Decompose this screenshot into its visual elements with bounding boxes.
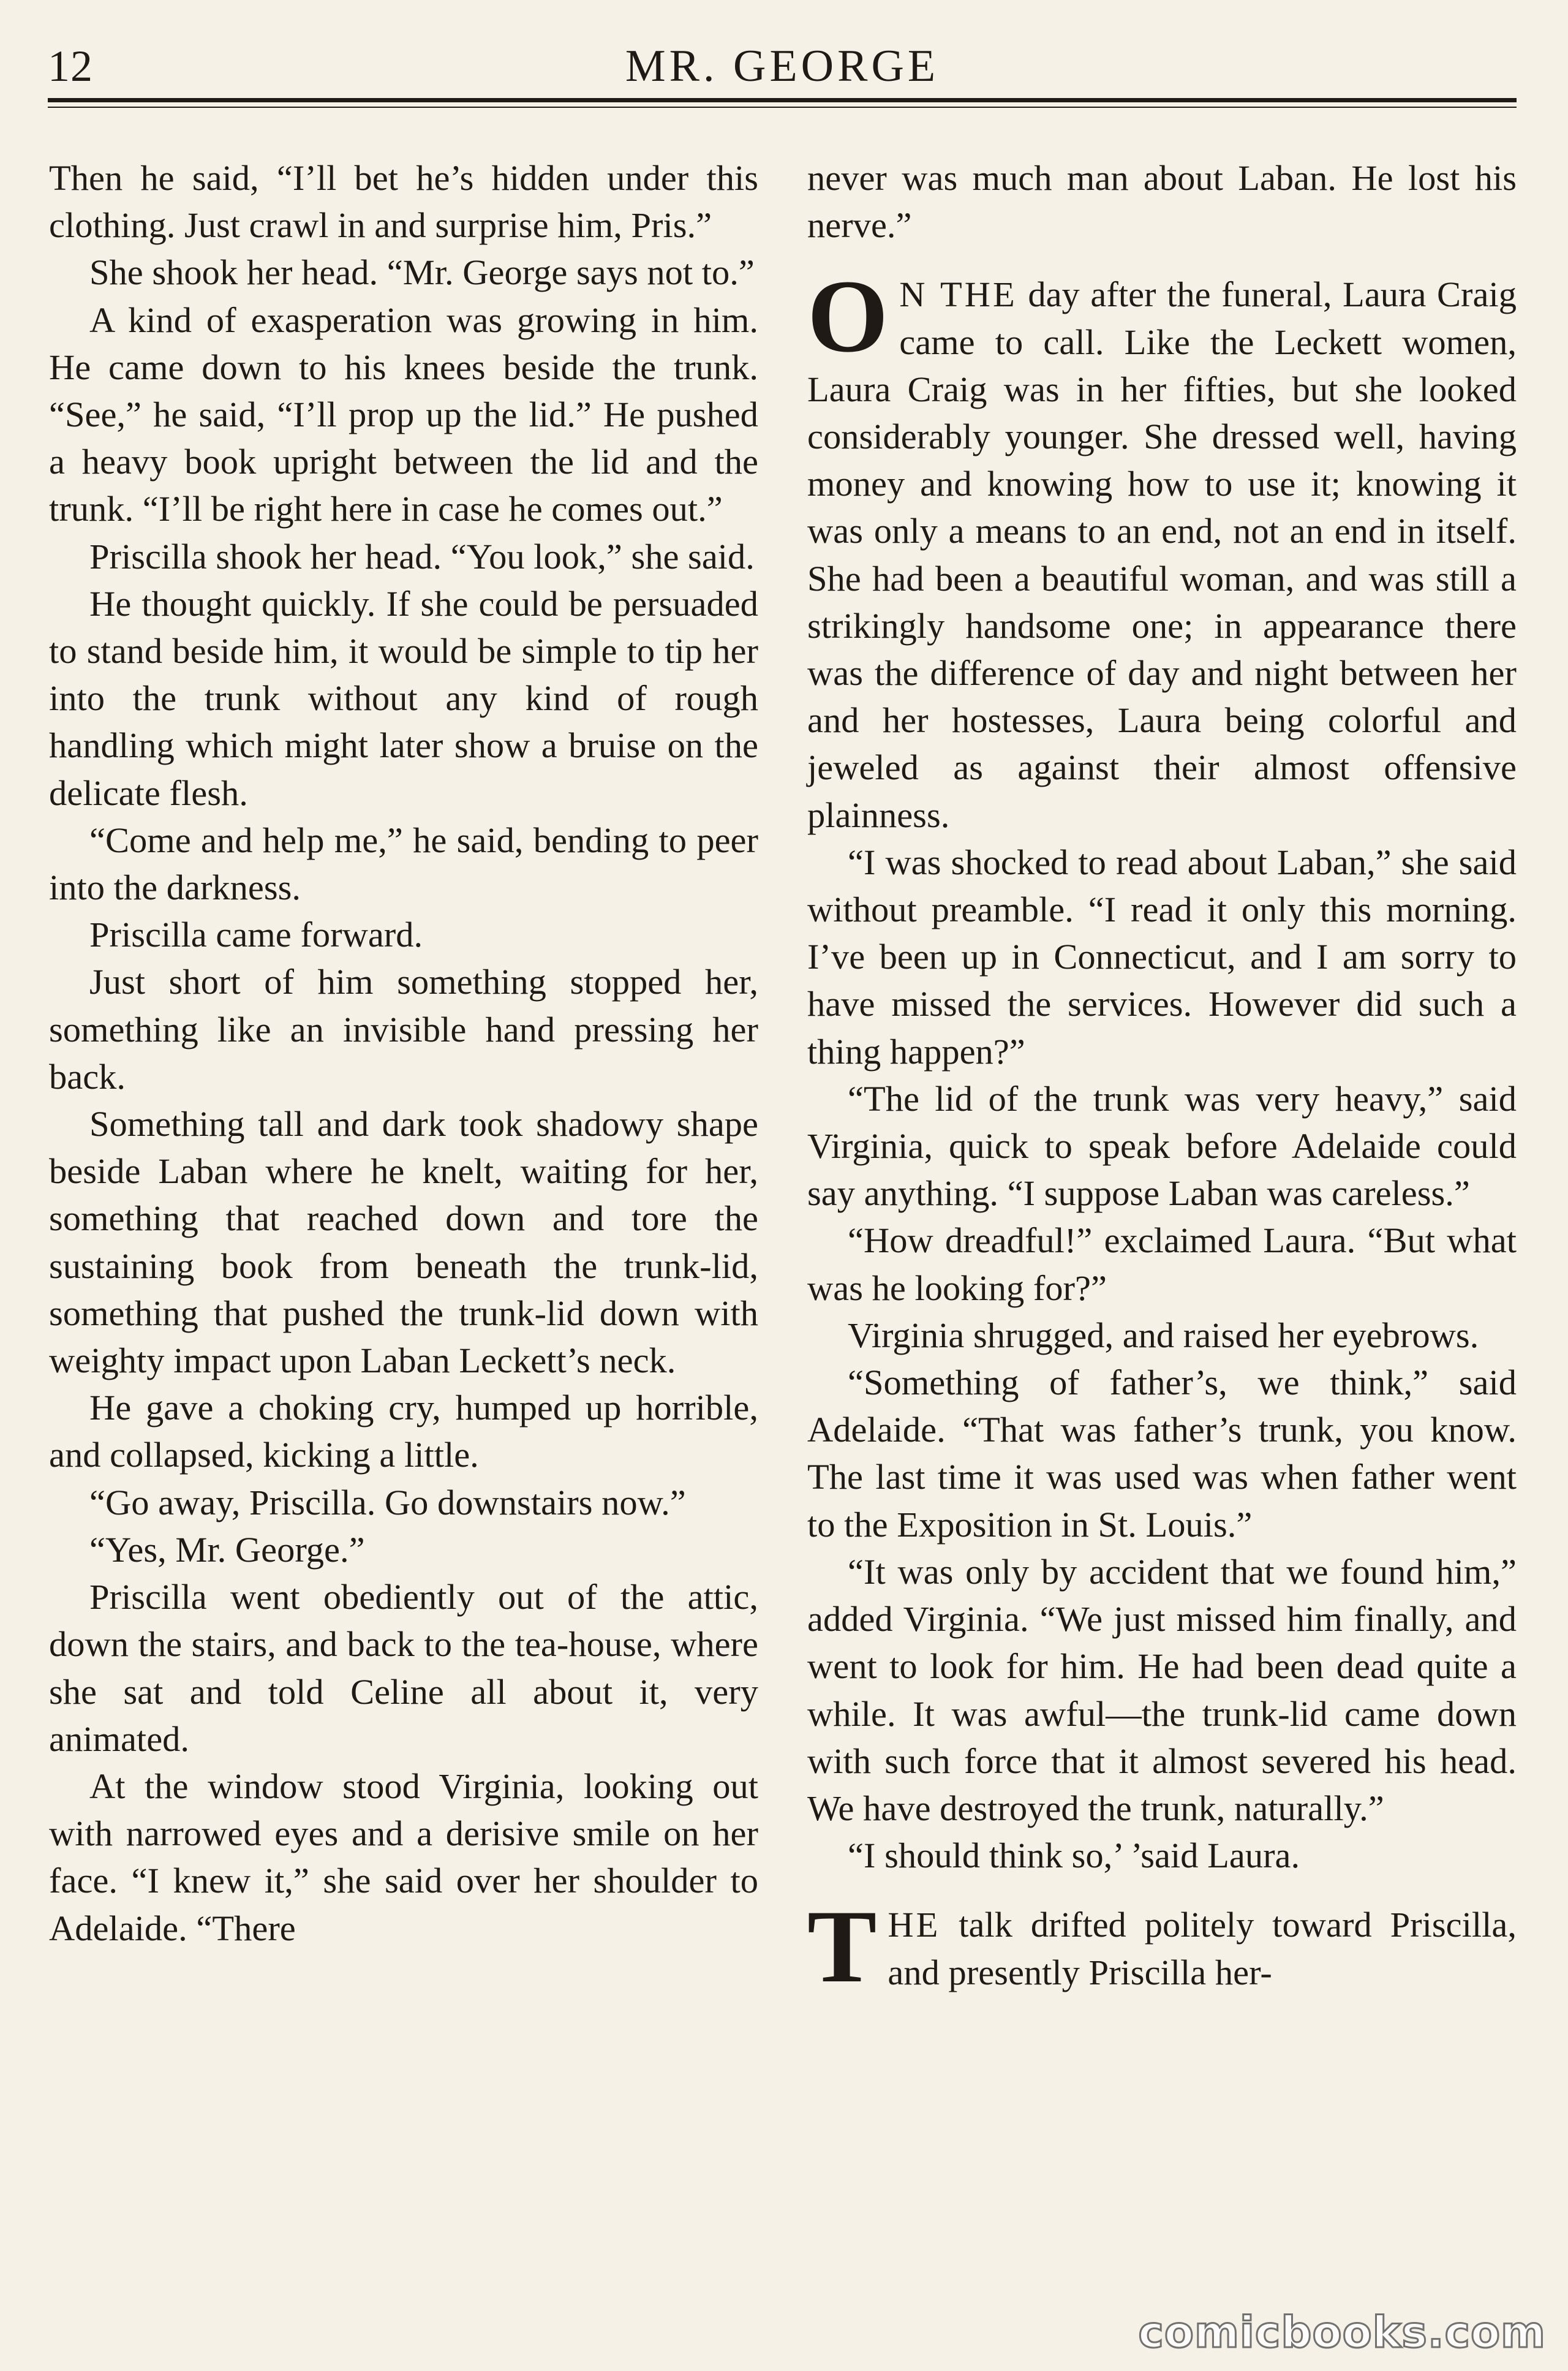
paragraph: “I was shocked to read about Laban,” she said without preamble. “I read it only this morning. I’ve been up in Connecticut, and I am sorry to have missed the services. However did such a thing happen?” xyxy=(807,842,1517,1072)
paragraph: Virginia shrugged, and raised her eyebrows. xyxy=(848,1315,1479,1355)
drop-cap: T xyxy=(807,1889,877,2005)
watermark: comicbooks.com xyxy=(1138,2307,1546,2358)
paragraph: Priscilla went obediently out of the attic, down the stairs, and back to the tea-house, where she sat and told Celine all about it, very animated. xyxy=(49,1577,758,1759)
paragraph: Then he said, “I’ll bet he’s hidden under this clothing. Just crawl in and surprise him, Pris.” xyxy=(49,158,758,246)
page-number: 12 xyxy=(48,41,93,91)
paragraph: He gave a choking cry, humped up horrible, and collapsed, kicking a little. xyxy=(49,1388,758,1475)
paragraph: At the window stood Virginia, looking out with narrowed eyes and a derisive smile on her face. “I knew it,” she said over her shoulder to Adelaide. “There xyxy=(49,1766,758,1948)
drop-cap: O xyxy=(807,259,889,374)
header-rule-thick xyxy=(48,98,1517,102)
section-opening-paragraph xyxy=(807,259,1517,838)
header-rule-thin xyxy=(48,107,1517,108)
left-column xyxy=(49,154,758,1952)
paragraph-text: talk drifted politely toward Priscilla, and presently Priscilla her- xyxy=(888,1905,1517,1992)
paragraph: Something tall and dark took shadowy shape beside Laban where he knelt, waiting for her, something that reached down and tore the sustaining book from beneath the trunk-lid, something that pushed the trunk-lid down with weighty impact upon Laban Leckett’s neck. xyxy=(49,1104,758,1381)
paragraph: “Come and help me,” he said, bending to peer into the darkness. xyxy=(49,820,758,908)
right-column xyxy=(807,154,1517,2005)
small-caps-lead: N THE xyxy=(899,274,1017,315)
paragraph: “How dreadful!” exclaimed Laura. “But what was he looking for?” xyxy=(807,1220,1517,1308)
paragraph: Priscilla shook her head. “You look,” she said. xyxy=(89,536,755,577)
paragraph: “The lid of the trunk was very heavy,” said Virginia, quick to speak before Adelaide could say anything. “I suppose Laban was careless.” xyxy=(807,1078,1517,1214)
section-opening-paragraph xyxy=(807,1889,1517,2005)
paragraph-text: day after the funeral, Laura Craig came to call. Like the Leckett women, Laura Craig was in her fifties, but she looked considerably younger. She dressed well, having money and knowing how to use it; knowing it was only a means to an end, not an end in itself. She had been a beautiful woman, and was still a strikingly handsome one; in appearance there was the difference of day and night between her and her hostesses, Laura being colorful and jeweled as against their almost offensive plainness. xyxy=(807,274,1517,835)
small-caps-lead: HE xyxy=(888,1905,941,1945)
paragraph: “I should think so,’ ’said Laura. xyxy=(848,1836,1300,1876)
page-header xyxy=(48,37,1517,96)
paragraph: “Yes, Mr. George.” xyxy=(89,1529,365,1570)
paragraph: Just short of him something stopped her, something like an invisible hand pressing her back. xyxy=(49,962,758,1097)
paragraph: A kind of exasperation was growing in him. He came down to his knees beside the trunk. “See,” he said, “I’ll prop up the lid.” He pushed a heavy book upright between the lid and the trunk. “I’ll be right here in case he comes out.” xyxy=(49,300,758,529)
running-title: MR. GEORGE xyxy=(625,40,940,91)
paragraph: “Go away, Priscilla. Go downstairs now.” xyxy=(89,1482,686,1522)
paragraph: “Something of father’s, we think,” said Adelaide. “That was father’s trunk, you know. The last time it was used was when father went to the Exposition in St. Louis.” xyxy=(807,1363,1517,1545)
paragraph: “It was only by accident that we found him,” added Virginia. “We just missed him finally, and went to look for him. He had been dead quite a while. It was awful—the trunk-lid came down with such force that it almost severed his head. We have destroyed the trunk, naturally.” xyxy=(807,1551,1517,1828)
paragraph: She shook her head. “Mr. George says not to.” xyxy=(89,252,755,293)
paragraph: He thought quickly. If she could be persuaded to stand beside him, it would be simple to tip her into the trunk without any kind of rough handling which might later show a bruise on the delicate flesh. xyxy=(49,583,758,813)
paragraph: Priscilla came forward. xyxy=(89,915,423,955)
paragraph-continuation: never was much man about Laban. He lost his nerve.” xyxy=(807,158,1517,246)
